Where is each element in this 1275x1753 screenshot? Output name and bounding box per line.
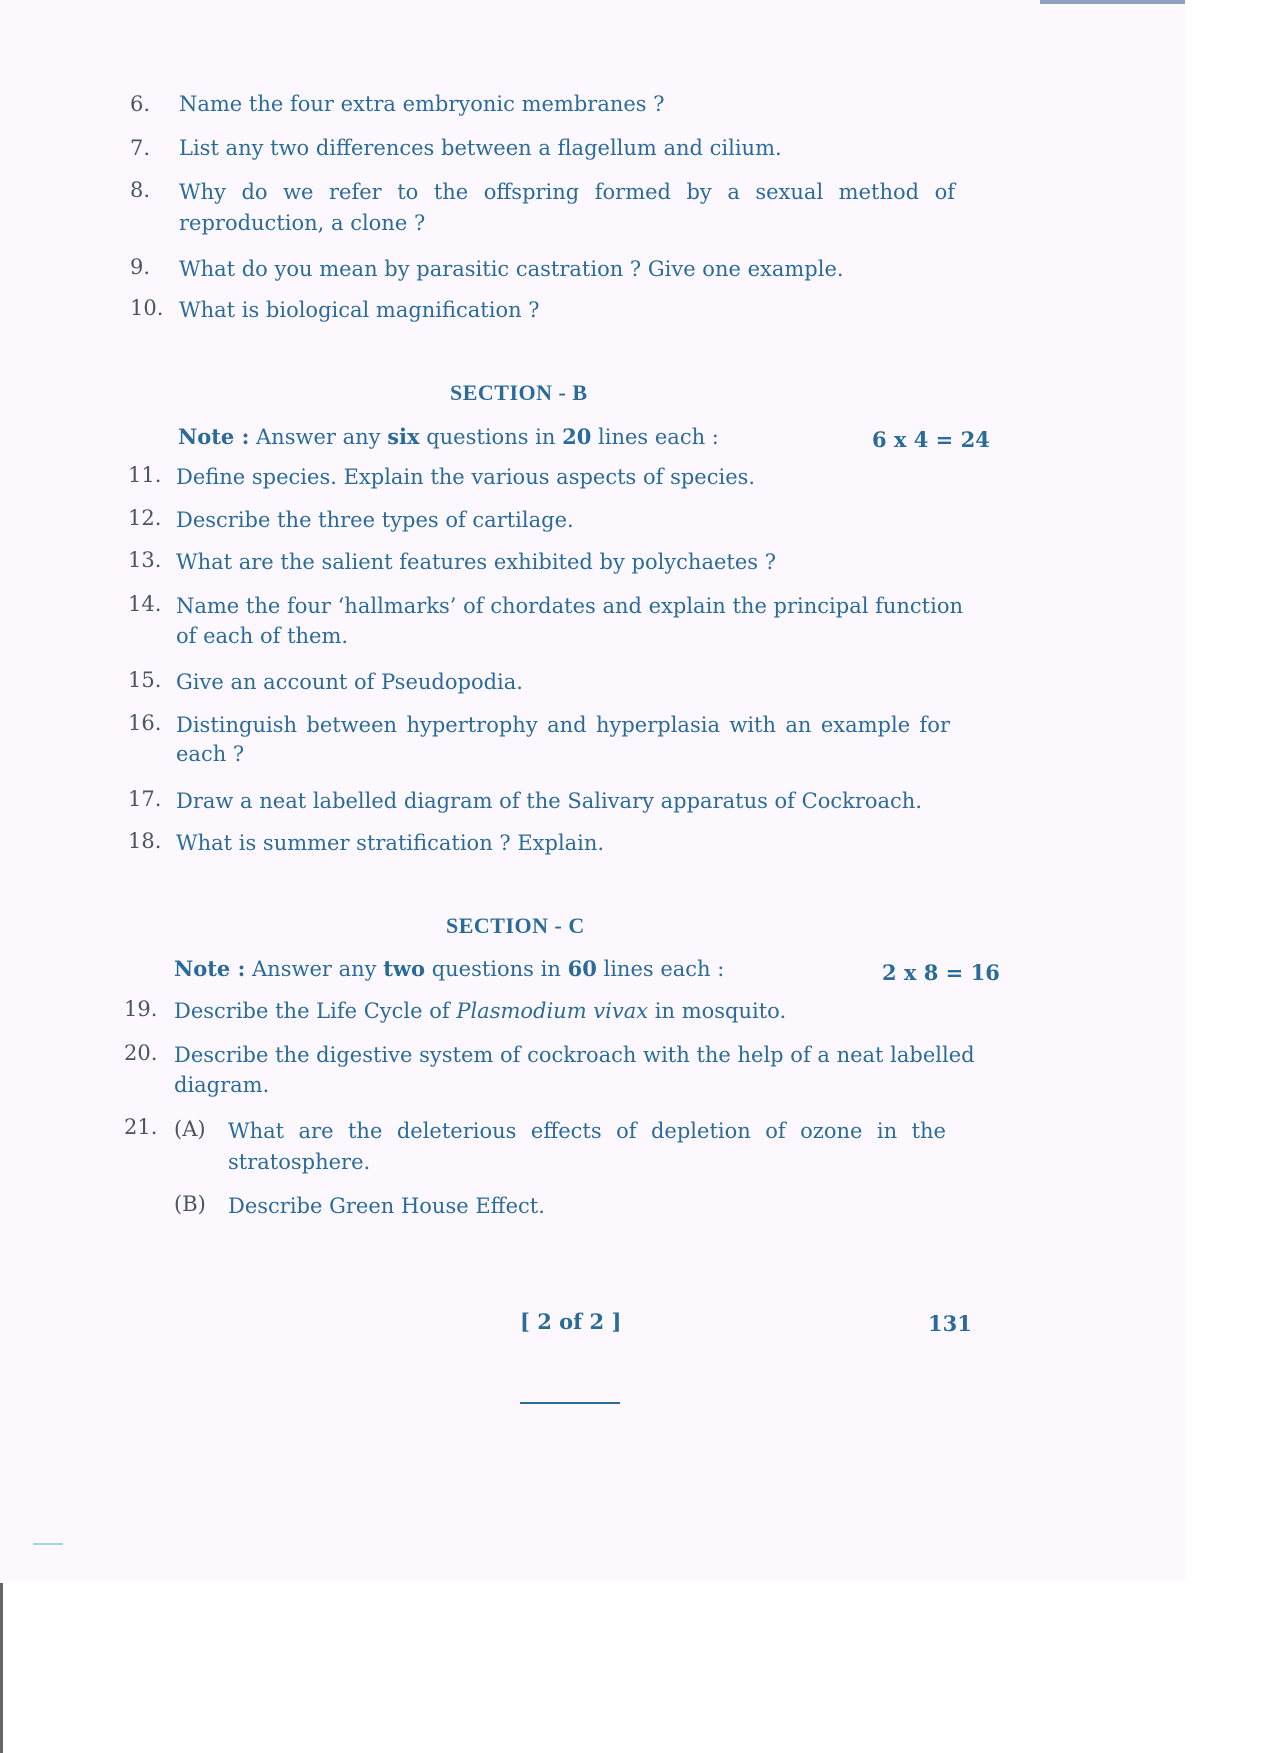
question-number: 15. xyxy=(128,668,162,692)
question-8-line-1: Why do we refer to the offspring formed by a sexual method of xyxy=(179,180,955,204)
question-10: What is biological magnification ? xyxy=(179,298,540,322)
question-20-line-2: diagram. xyxy=(174,1073,270,1097)
question-16-line-2: each ? xyxy=(176,742,245,766)
sub-question-label-b: (B) xyxy=(174,1192,206,1216)
question-number: 19. xyxy=(124,997,158,1021)
question-number: 13. xyxy=(128,548,162,572)
scan-artifact xyxy=(33,1543,63,1545)
section-b-marks: 6 x 4 = 24 xyxy=(872,427,990,452)
question-number: 11. xyxy=(128,463,162,487)
end-of-paper-rule xyxy=(520,1402,620,1404)
section-c-note: Note : Answer any two questions in 60 lines each : xyxy=(174,956,725,981)
question-number: 10. xyxy=(130,296,164,320)
question-number: 7. xyxy=(130,136,151,160)
question-20-line-1: Describe the digestive system of cockroach with the help of a neat labelled xyxy=(174,1043,975,1067)
section-c-marks: 2 x 8 = 16 xyxy=(882,960,1000,985)
question-11: Define species. Explain the various aspects of species. xyxy=(176,465,756,489)
section-b-note: Note : Answer any six questions in 20 lines each : xyxy=(178,424,719,449)
species-name: Plasmodium vivax xyxy=(456,999,649,1023)
question-number: 20. xyxy=(124,1041,158,1065)
page-top-edge xyxy=(1040,0,1185,4)
question-number: 6. xyxy=(130,92,151,116)
question-9: What do you mean by parasitic castration ? Give one example. xyxy=(179,257,844,281)
question-19: Describe the Life Cycle of Plasmodium vivax in mosquito. xyxy=(174,999,787,1023)
question-14-line-1: Name the four ‘hallmarks’ of chordates and explain the principal function xyxy=(176,594,964,618)
question-number: 21. xyxy=(124,1115,158,1139)
question-6: Name the four extra embryonic membranes ? xyxy=(179,92,665,116)
question-21a-line-2: stratosphere. xyxy=(228,1150,371,1174)
question-7: List any two differences between a flagellum and cilium. xyxy=(179,136,782,160)
question-15: Give an account of Pseudopodia. xyxy=(176,670,523,694)
question-number: 14. xyxy=(128,592,162,616)
question-18: What is summer stratification ? Explain. xyxy=(176,831,605,855)
question-8-line-2: reproduction, a clone ? xyxy=(179,211,426,235)
page-indicator: [ 2 of 2 ] xyxy=(520,1309,622,1334)
question-number: 8. xyxy=(130,178,151,202)
question-14-line-2: of each of them. xyxy=(176,624,349,648)
question-number: 17. xyxy=(128,787,162,811)
question-13: What are the salient features exhibited by polychaetes ? xyxy=(176,550,776,574)
question-17: Draw a neat labelled diagram of the Salivary apparatus of Cockroach. xyxy=(176,789,922,813)
section-b-heading: SECTION - B xyxy=(450,380,588,405)
question-12: Describe the three types of cartilage. xyxy=(176,508,574,532)
note-label: Note : xyxy=(174,956,246,981)
note-label: Note : xyxy=(178,424,250,449)
question-16-line-1: Distinguish between hypertrophy and hyperplasia with an example for xyxy=(176,713,950,737)
question-number: 18. xyxy=(128,829,162,853)
question-number: 12. xyxy=(128,506,162,530)
paper-code: 131 xyxy=(928,1311,972,1336)
question-number: 9. xyxy=(130,255,151,279)
question-21a-line-1: What are the deleterious effects of depletion of ozone in the xyxy=(228,1119,946,1143)
scan-edge xyxy=(0,1583,3,1753)
section-c-heading: SECTION - C xyxy=(446,913,585,938)
sub-question-label-a: (A) xyxy=(174,1117,206,1141)
question-number: 16. xyxy=(128,711,162,735)
question-21b: Describe Green House Effect. xyxy=(228,1194,545,1218)
